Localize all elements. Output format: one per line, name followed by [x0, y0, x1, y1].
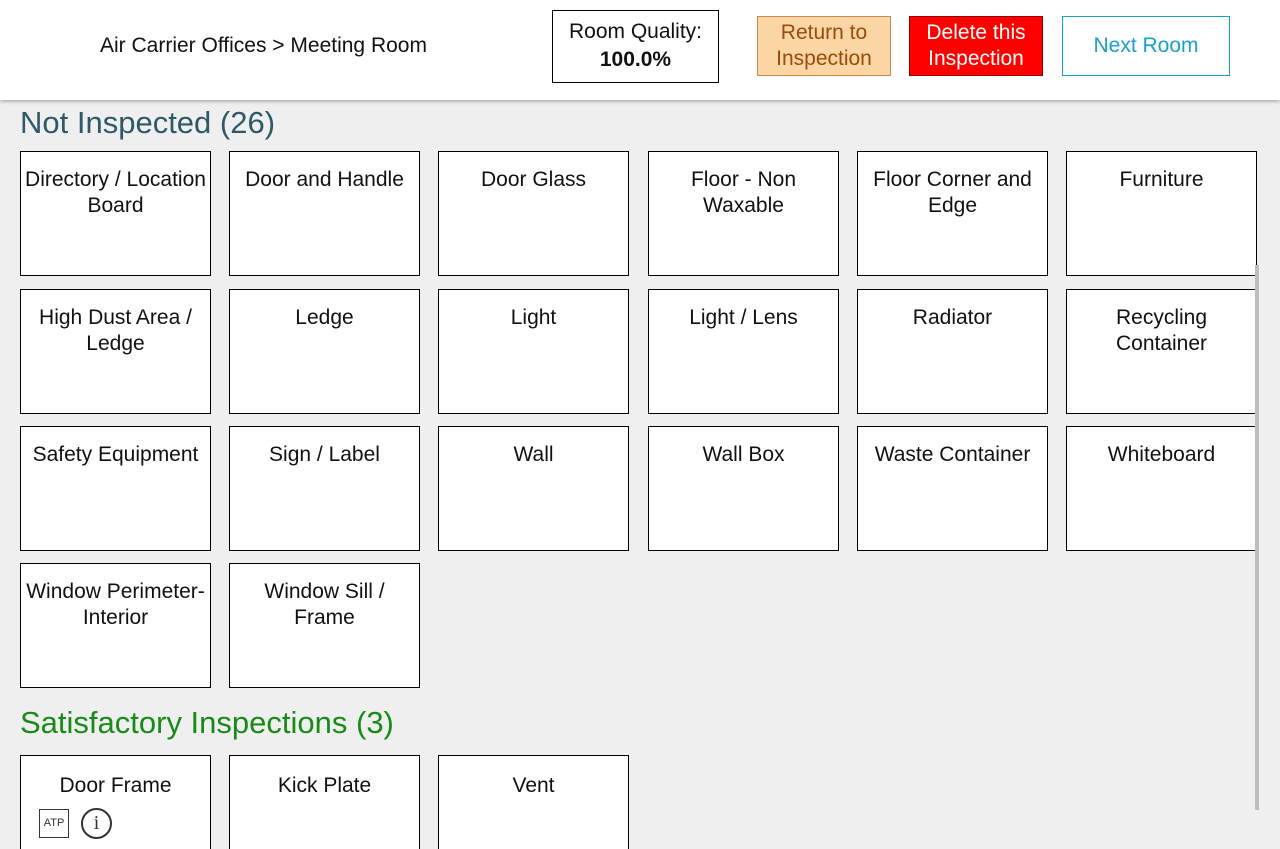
- inspection-tile[interactable]: [857, 426, 1048, 551]
- tile-label: Door and Handle: [245, 168, 404, 191]
- tile-label: Floor Corner and Edge: [873, 168, 1032, 217]
- room-quality-label: Room Quality:: [568, 20, 703, 43]
- tile-label: Furniture: [1119, 168, 1204, 191]
- inspection-tile[interactable]: [229, 563, 420, 688]
- tile-label: Ledge: [295, 306, 354, 329]
- inspection-tile[interactable]: [20, 426, 211, 551]
- tile-label: Light: [510, 306, 557, 329]
- satisfactory-inspections-title: Satisfactory Inspections (3): [20, 705, 394, 740]
- inspection-tile[interactable]: [438, 151, 629, 276]
- inspection-tile[interactable]: [20, 563, 211, 688]
- inspection-tile[interactable]: [1066, 426, 1257, 551]
- delete-inspection-button[interactable]: Delete this Inspection: [909, 16, 1043, 76]
- inspection-tile[interactable]: [1066, 289, 1257, 414]
- next-room-button[interactable]: Next Room: [1062, 16, 1230, 76]
- tile-label: Whiteboard: [1107, 443, 1216, 466]
- tile-label: Window Sill / Frame: [264, 580, 385, 629]
- tile-icons: [39, 808, 112, 839]
- inspection-tile[interactable]: [857, 289, 1048, 414]
- inspection-tile[interactable]: [229, 151, 420, 276]
- breadcrumb: Air Carrier Offices > Meeting Room: [100, 34, 427, 57]
- inspection-tile[interactable]: [20, 289, 211, 414]
- inspection-tile[interactable]: [1066, 151, 1257, 276]
- tile-label: Vent: [512, 774, 555, 797]
- tile-label: Kick Plate: [277, 774, 372, 797]
- tile-label: High Dust Area / Ledge: [39, 306, 192, 355]
- tile-label: Floor - Non Waxable: [690, 168, 797, 217]
- tile-label: Directory / Location Board: [25, 168, 206, 217]
- inspection-tile[interactable]: [438, 426, 629, 551]
- tile-label: Window Perimeter-Interior: [26, 580, 205, 629]
- inspection-tile[interactable]: [648, 289, 839, 414]
- not-inspected-title: Not Inspected (26): [20, 105, 276, 140]
- tile-label: Door Glass: [480, 168, 587, 191]
- tile-label: Light / Lens: [689, 306, 798, 329]
- tile-label: Sign / Label: [269, 443, 380, 466]
- inspection-tile[interactable]: [648, 151, 839, 276]
- inspection-tile[interactable]: [857, 151, 1048, 276]
- header-bar: [0, 0, 1280, 100]
- satisfactory-tile[interactable]: [20, 755, 211, 849]
- inspection-tile[interactable]: [20, 151, 211, 276]
- tile-label: Wall Box: [702, 443, 785, 466]
- tile-label: Wall: [513, 443, 554, 466]
- tile-label: Radiator: [912, 306, 993, 329]
- satisfactory-tile[interactable]: [438, 755, 629, 849]
- tile-label: Safety Equipment: [32, 443, 199, 466]
- inspection-tile[interactable]: [229, 289, 420, 414]
- room-quality-value: 100.0%: [599, 48, 672, 71]
- tile-label: Recycling Container: [1115, 306, 1208, 355]
- inspection-tile[interactable]: [438, 289, 629, 414]
- tile-label: Door Frame: [59, 774, 172, 797]
- satisfactory-tile[interactable]: [229, 755, 420, 849]
- return-to-inspection-button[interactable]: Return to Inspection: [757, 16, 891, 76]
- inspection-tile[interactable]: [229, 426, 420, 551]
- inspection-tile[interactable]: [648, 426, 839, 551]
- info-icon[interactable]: i: [81, 808, 112, 839]
- atp-icon[interactable]: ATP: [39, 809, 69, 838]
- room-quality-box: [552, 10, 719, 83]
- vertical-scrollbar[interactable]: [1255, 265, 1259, 810]
- tile-label: Waste Container: [874, 443, 1031, 466]
